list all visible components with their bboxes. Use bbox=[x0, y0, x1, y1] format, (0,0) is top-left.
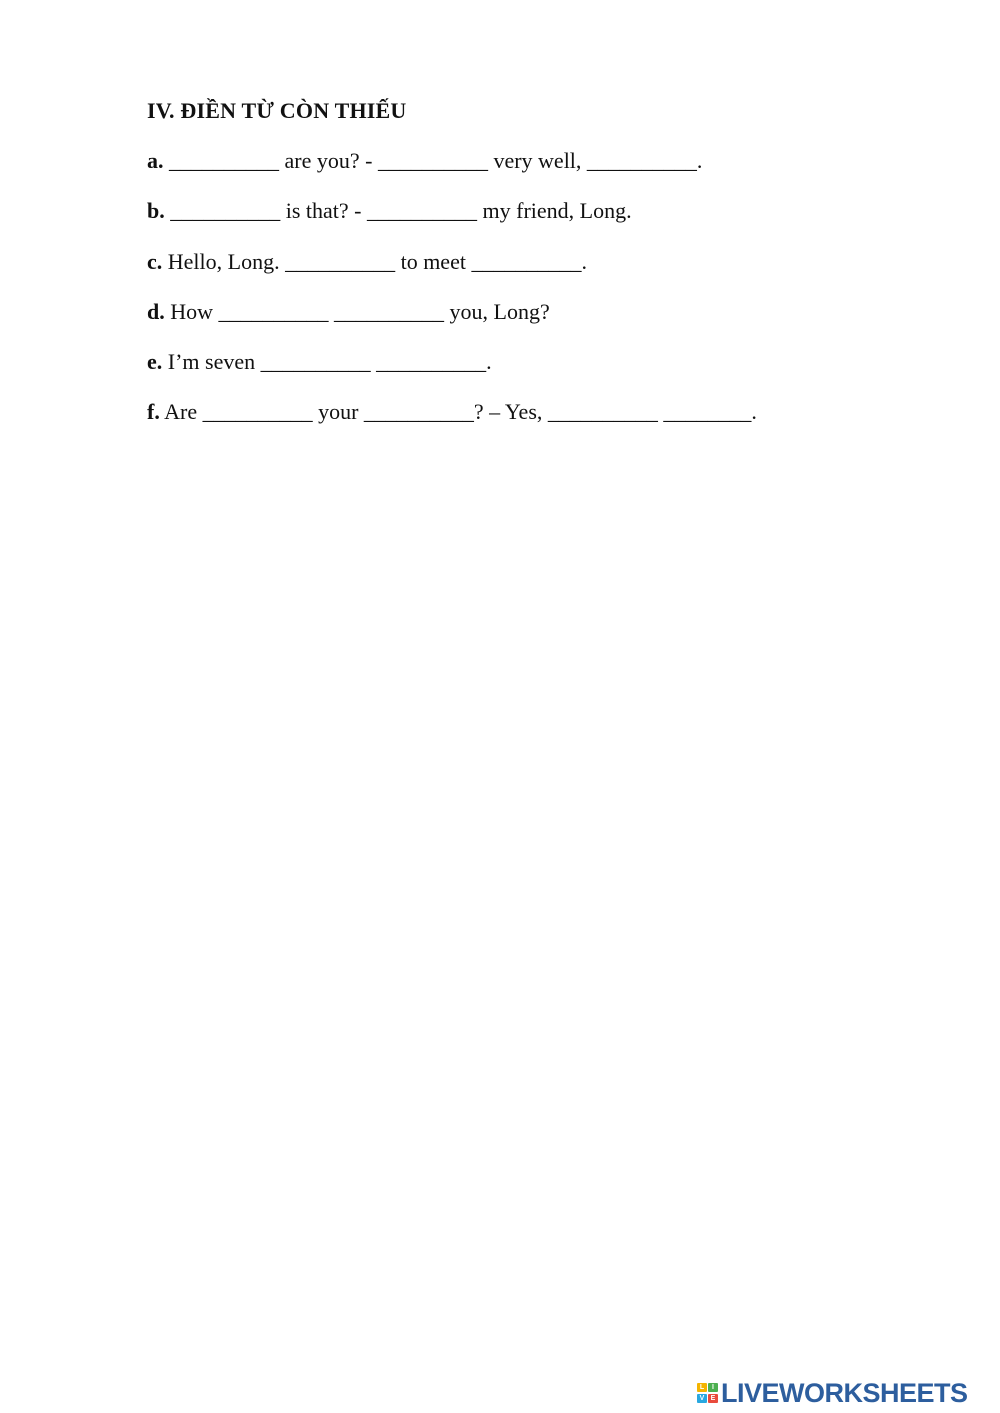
exercise-line-f bbox=[147, 399, 757, 425]
item-text: Hello, Long. __________ to meet __________. bbox=[162, 249, 587, 274]
item-text: __________ is that? - __________ my friend, Long. bbox=[164, 198, 632, 223]
exercise-line-d bbox=[147, 299, 550, 325]
logo-tile: I bbox=[708, 1383, 718, 1392]
liveworksheets-brand[interactable] bbox=[697, 1378, 968, 1408]
item-label: e. bbox=[147, 349, 163, 374]
logo-tile: E bbox=[708, 1394, 718, 1403]
logo-tile: V bbox=[697, 1394, 707, 1403]
brand-name: LIVEWORKSHEETS bbox=[721, 1378, 968, 1408]
exercise-line-c bbox=[147, 249, 587, 275]
item-label: d. bbox=[147, 299, 165, 324]
exercise-line-a bbox=[147, 148, 702, 174]
item-label: c. bbox=[147, 249, 163, 274]
exercise-line-e bbox=[147, 349, 492, 375]
item-text: Are __________ your __________? – Yes, __________ ________. bbox=[159, 399, 757, 424]
item-label: b. bbox=[147, 198, 165, 223]
exercise-line-b bbox=[147, 198, 632, 224]
item-text: I’m seven __________ __________. bbox=[162, 349, 492, 374]
item-text: __________ are you? - __________ very well, __________. bbox=[163, 148, 703, 173]
liveworksheets-logo-icon bbox=[697, 1379, 719, 1407]
exercise-title: IV. ĐIỀN TỪ CÒN THIẾU bbox=[147, 98, 407, 123]
item-label: a. bbox=[147, 148, 164, 173]
item-label: f. bbox=[147, 399, 160, 424]
item-text: How __________ __________ you, Long? bbox=[164, 299, 550, 324]
logo-tile: L bbox=[697, 1383, 707, 1392]
